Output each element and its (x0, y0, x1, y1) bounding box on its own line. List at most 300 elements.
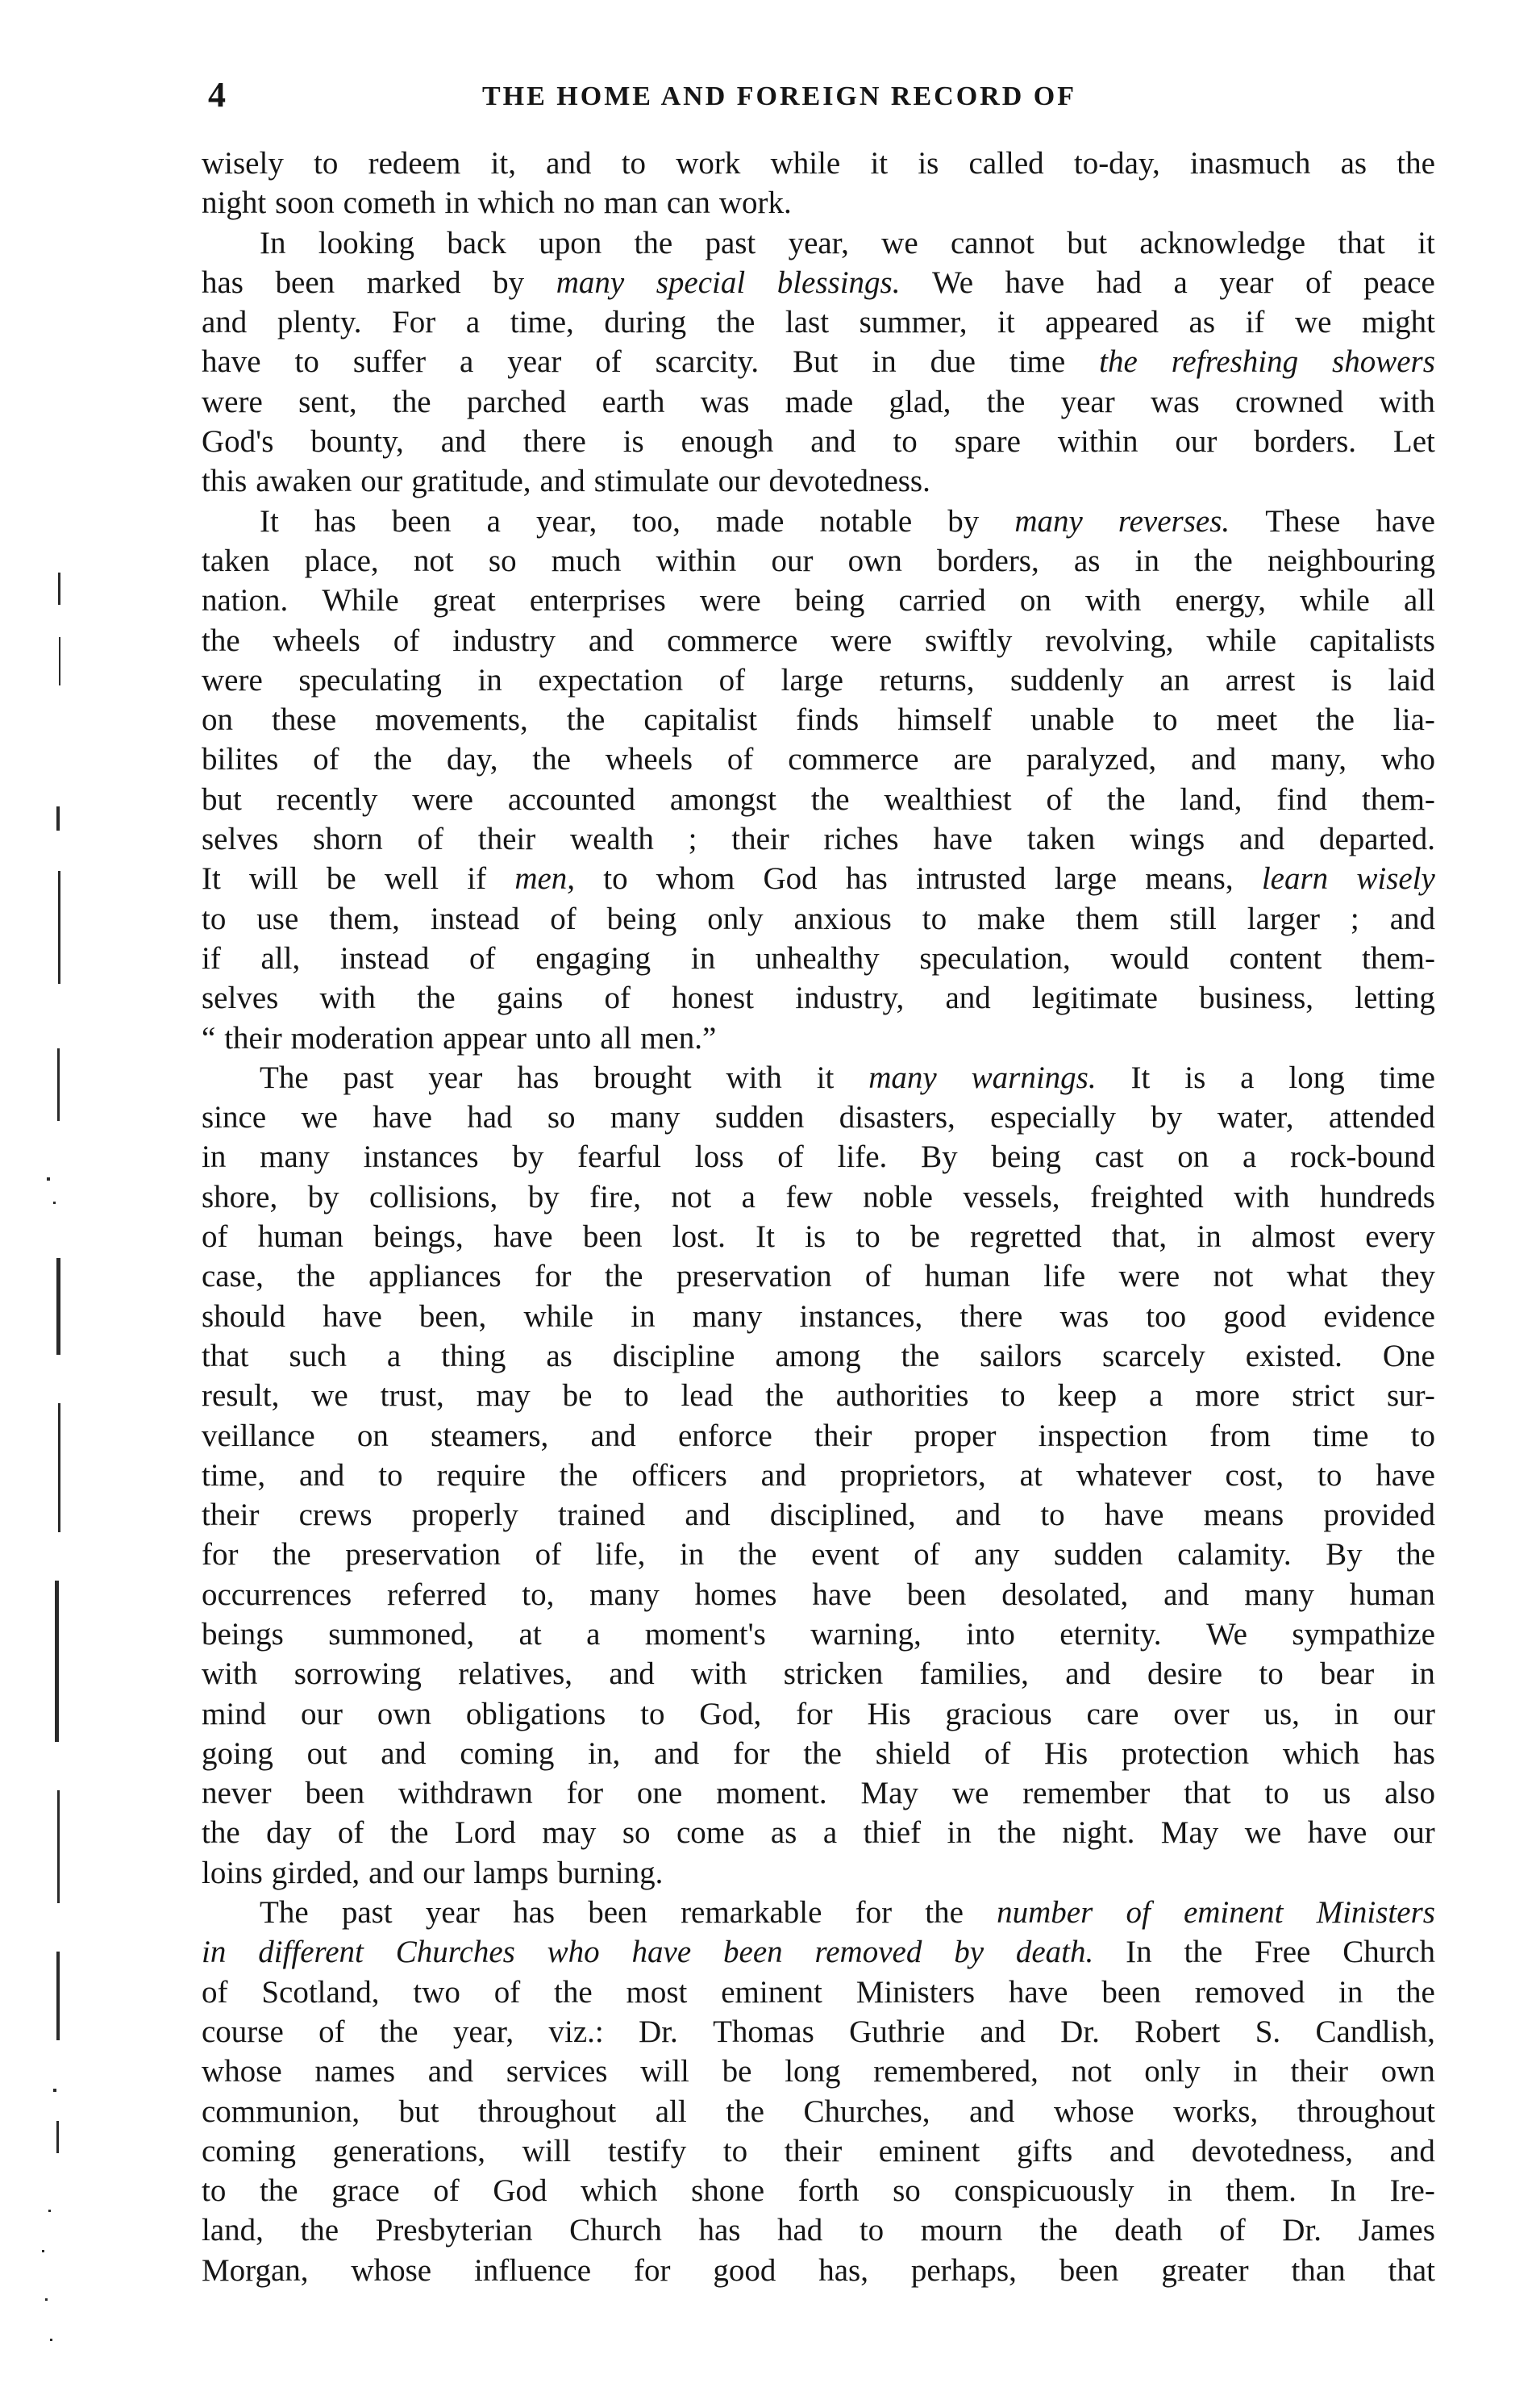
word: Churches, (803, 2093, 930, 2129)
word: great (432, 583, 496, 619)
word: for (202, 1537, 239, 1573)
word: in (947, 1815, 972, 1851)
text-line (202, 1019, 1435, 1058)
word: one (636, 1776, 683, 1811)
word: with (1234, 1179, 1290, 1214)
word: human (1349, 1577, 1435, 1612)
word: in (1410, 1656, 1435, 1692)
word: for (855, 1895, 893, 1931)
word: beings, (373, 1219, 464, 1255)
word: cometh (343, 185, 436, 221)
word: fire, (589, 1179, 641, 1214)
word: may (542, 1815, 597, 1851)
word: only (707, 901, 764, 936)
word: the (1316, 702, 1355, 738)
word: find (1276, 781, 1328, 817)
italic-word: been (723, 1935, 783, 1970)
text-line (202, 1137, 1435, 1177)
word: of (914, 1537, 940, 1573)
word: our (1392, 1815, 1435, 1851)
word: whose (351, 2252, 432, 2288)
word: of (1305, 265, 1332, 300)
italic-word: different (258, 1935, 364, 1970)
word: neighbouring (1267, 543, 1435, 578)
word: so (547, 1100, 576, 1135)
text-line (202, 859, 1435, 898)
text-line (202, 461, 1435, 501)
word: These (1265, 503, 1341, 539)
word: us, (1263, 1696, 1300, 1731)
word: nation. (202, 583, 289, 619)
word: marked (366, 265, 461, 300)
word: selves (202, 981, 279, 1016)
word: any (974, 1537, 1020, 1573)
italic-word: wisely (1356, 861, 1435, 897)
text-line (202, 1416, 1435, 1456)
word: properly (411, 1498, 518, 1533)
word: were (412, 781, 473, 817)
word: bounty, (310, 424, 404, 460)
word: wings (1129, 822, 1205, 857)
word: and (810, 424, 856, 460)
text-line (202, 2210, 1435, 2250)
word: especially (990, 1100, 1117, 1135)
word: time (1313, 1418, 1369, 1453)
word: and (1163, 1577, 1209, 1612)
word: bilites (202, 742, 279, 777)
word: whose (202, 2054, 282, 2089)
word: the (379, 2014, 418, 2049)
word: own (1380, 2054, 1435, 2089)
word: so (893, 2173, 921, 2209)
word: almost (1251, 1219, 1335, 1255)
word: while (1206, 623, 1277, 658)
word: by (307, 1179, 339, 1214)
paragraph (202, 502, 1435, 1058)
word: scarcely (1101, 1338, 1205, 1373)
word: shore, (202, 1179, 278, 1214)
text-line (202, 1256, 1435, 1296)
word: much (551, 543, 622, 578)
running-title: THE HOME AND FOREIGN RECORD OF (482, 81, 1076, 111)
word: appeared (1045, 305, 1159, 340)
word: whose (1053, 2093, 1134, 2129)
word: gains (496, 981, 564, 1016)
word: crews (298, 1498, 373, 1533)
italic-word: blessings. (776, 265, 901, 300)
word: energy, (1175, 583, 1267, 619)
word: The (260, 1895, 309, 1931)
word: them- (1361, 781, 1435, 817)
italic-word: death. (1015, 1935, 1094, 1970)
word: in (1233, 2054, 1258, 2089)
word: have (202, 344, 261, 380)
word: speculating (298, 662, 442, 698)
word: For (392, 305, 436, 340)
word: we (1244, 1815, 1282, 1851)
word: gracious (945, 1696, 1052, 1731)
word: to (922, 901, 947, 936)
word: borders. (1254, 424, 1356, 460)
word: may (476, 1378, 531, 1414)
word: the (566, 702, 606, 738)
word: Morgan, (202, 2252, 309, 2288)
word: result, (202, 1378, 280, 1414)
word: May (860, 1776, 918, 1811)
word: in (444, 185, 469, 221)
word: While (322, 583, 399, 619)
word: It (260, 503, 279, 539)
word: day, (446, 742, 498, 777)
word: in (679, 1537, 705, 1573)
word: but (398, 2093, 439, 2129)
word: human (257, 1219, 343, 1255)
word: were (202, 384, 263, 419)
word: departed. (1318, 822, 1435, 857)
word: cost, (1225, 1457, 1284, 1493)
word: only (1144, 2054, 1201, 2089)
word: is (622, 424, 644, 460)
word: and (1065, 1656, 1111, 1692)
word: and (427, 2054, 474, 2089)
word: bear (1320, 1656, 1375, 1692)
word: plenty. (277, 305, 362, 340)
word: own (377, 1696, 432, 1731)
word: and (590, 1418, 636, 1453)
italic-word: Ministers (1316, 1895, 1435, 1931)
text-line (202, 1893, 1435, 1932)
word: himself (897, 702, 993, 738)
word: movements, (375, 702, 528, 738)
word: our (301, 1696, 343, 1731)
word: finds (796, 702, 860, 738)
word: with (1084, 583, 1142, 619)
word: commerce (667, 623, 798, 658)
word: selves (202, 822, 279, 857)
word: eminent (878, 2133, 980, 2168)
word: recently (276, 781, 378, 817)
word: have (1376, 1457, 1435, 1493)
word: and (653, 1735, 700, 1771)
word: of (984, 1735, 1011, 1771)
word: on (356, 1418, 389, 1453)
word: scarcity. (655, 344, 760, 380)
word: In (260, 225, 286, 260)
word: the (273, 1537, 311, 1573)
word: time (1009, 344, 1066, 380)
word: who (1380, 742, 1435, 777)
text-line (202, 978, 1435, 1018)
text-line (202, 1853, 1435, 1893)
word: a (465, 305, 481, 340)
word: for (633, 2252, 671, 2288)
word: testify (607, 2133, 687, 2168)
word: carried (898, 583, 986, 619)
word: the (559, 1457, 598, 1493)
word: on (202, 702, 233, 738)
paragraph (202, 223, 1435, 502)
word: crowned (1234, 384, 1344, 419)
word: has (314, 503, 356, 539)
word: year (1219, 265, 1274, 300)
word: of (604, 981, 631, 1016)
word: were (1118, 1259, 1180, 1294)
word: Scotland, (261, 1974, 380, 2010)
word: of (337, 1815, 364, 1851)
word: was (1059, 1298, 1109, 1334)
word: them. (1226, 2173, 1297, 2209)
word: the (202, 1815, 240, 1851)
word: long (1288, 1060, 1345, 1095)
word: them- (1362, 940, 1435, 976)
word: to (1153, 702, 1178, 738)
word: lia- (1392, 702, 1435, 738)
word: One (1382, 1338, 1435, 1373)
word: were (699, 583, 761, 619)
text-line (202, 1456, 1435, 1495)
word: Ire- (1389, 2173, 1435, 2209)
word: to (1259, 1656, 1284, 1692)
word: the (297, 1259, 335, 1294)
word: referred (387, 1577, 487, 1612)
word: of (417, 822, 443, 857)
word: Ministers (855, 1974, 976, 2010)
word: to (1264, 1776, 1289, 1811)
word: of (535, 1537, 562, 1573)
word: It (202, 861, 221, 897)
text-line (202, 302, 1435, 342)
word: a (459, 344, 474, 380)
italic-word: learn (1261, 861, 1329, 897)
word: with (319, 981, 376, 1016)
word: they (1380, 1259, 1435, 1294)
text-line (202, 1217, 1435, 1256)
word: be (910, 1219, 940, 1255)
word: sorrowing (293, 1656, 422, 1692)
word: them (1076, 901, 1139, 936)
word: sympathize (1292, 1616, 1435, 1652)
word: suffer (352, 344, 427, 380)
word: withdrawn (398, 1776, 533, 1811)
word: land, (202, 2213, 264, 2248)
word: life (1043, 1259, 1086, 1294)
text-line (202, 1694, 1435, 1734)
text-line (202, 2131, 1435, 2171)
word: their (731, 822, 789, 857)
word: fearful (577, 1139, 662, 1175)
word: to (859, 2213, 885, 2248)
word: that (1184, 1776, 1231, 1811)
word: our (423, 1855, 465, 1890)
word: there (522, 424, 586, 460)
word: freighted (1089, 1179, 1204, 1214)
word: we (1294, 305, 1332, 340)
word: His (867, 1696, 911, 1731)
word: Dr. (1282, 2213, 1322, 2248)
word: lost. (672, 1219, 726, 1255)
word: disciplined, (769, 1498, 916, 1533)
word: the (803, 1735, 842, 1771)
word: occurrences (202, 1577, 352, 1612)
word: returns, (879, 662, 975, 698)
word: wealth (569, 822, 654, 857)
text-line (202, 1376, 1435, 1415)
word: cast (1094, 1139, 1144, 1175)
word: in (477, 662, 502, 698)
word: the (259, 2173, 298, 2209)
word: a (1173, 265, 1188, 300)
word: not (413, 543, 454, 578)
italic-word: reverses. (1118, 503, 1230, 539)
word: the (389, 1815, 429, 1851)
text-line (202, 1654, 1435, 1694)
word: is (918, 146, 939, 181)
paragraph (202, 144, 1435, 223)
word: legitimate (1031, 981, 1158, 1016)
word: past (343, 1060, 394, 1095)
word: attended (1328, 1100, 1435, 1135)
word: and (298, 1457, 345, 1493)
word: night. (1062, 1815, 1135, 1851)
word: never (202, 1776, 272, 1811)
word: services (506, 2054, 608, 2089)
word: a (741, 1179, 756, 1214)
word: of (718, 662, 746, 698)
word: authorities (835, 1378, 969, 1414)
word: all, (260, 940, 301, 976)
word: forth (797, 2173, 860, 2209)
page-number: 4 (208, 75, 226, 115)
word: honest (672, 981, 754, 1016)
text-line (202, 939, 1435, 978)
word: well (384, 861, 439, 897)
word: instead (339, 940, 430, 976)
word: their (202, 1498, 260, 1533)
word: of (313, 742, 339, 777)
word: capitalists (1309, 623, 1435, 658)
word: sur- (1387, 1378, 1435, 1414)
word: there (959, 1298, 1023, 1334)
word: year (507, 344, 562, 380)
word: S. (1255, 2014, 1281, 2049)
word: but (1067, 225, 1108, 260)
word: remembered, (873, 2054, 1039, 2089)
word: to (294, 344, 319, 380)
word: to (202, 901, 227, 936)
word: industry (452, 623, 556, 658)
italic-word: men, (514, 861, 576, 897)
word: of (550, 901, 577, 936)
word: proper (914, 1418, 997, 1453)
word: their (224, 1020, 282, 1056)
word: anxious (793, 901, 892, 936)
word: which (1282, 1735, 1360, 1771)
word: remarkable (681, 1895, 822, 1931)
word: year, (535, 503, 597, 539)
word: swiftly (925, 623, 1013, 658)
word: to (378, 1457, 403, 1493)
text-line (202, 1734, 1435, 1773)
word: come (676, 1815, 745, 1851)
word: steamers, (431, 1418, 549, 1453)
word: sailors (980, 1338, 1062, 1373)
word: past (705, 225, 756, 260)
text-line (202, 1336, 1435, 1376)
word: been (305, 1776, 365, 1811)
word: girded, (271, 1855, 360, 1890)
word: called (968, 146, 1044, 181)
word: Let (1392, 424, 1435, 460)
word: by (512, 1139, 544, 1175)
word: the (1397, 1537, 1435, 1573)
word: it, (490, 146, 516, 181)
word: appear (443, 1020, 527, 1056)
word: make (977, 901, 1046, 936)
word: strict (1292, 1378, 1355, 1414)
word: these (272, 702, 337, 738)
word: of (433, 2173, 460, 2209)
word: in (1197, 1219, 1222, 1255)
word: as (1073, 543, 1101, 578)
word: generations, (332, 2133, 486, 2168)
word: provided (1323, 1498, 1435, 1533)
word: God (493, 2173, 547, 2209)
word: collisions, (369, 1179, 498, 1214)
word: but (202, 781, 242, 817)
word: last (785, 305, 830, 340)
word: two (413, 1974, 460, 2010)
word: preservation (676, 1259, 832, 1294)
word: means (1203, 1498, 1284, 1533)
word: been, (418, 1298, 487, 1334)
word: our (360, 464, 403, 499)
word: summoned, (328, 1616, 475, 1652)
word: It (1130, 1060, 1151, 1095)
text-line (202, 1535, 1435, 1574)
word: if (202, 940, 221, 976)
word: trust, (380, 1378, 444, 1414)
word: taken (1026, 822, 1096, 857)
word: us (1322, 1776, 1351, 1811)
word: engaging (535, 940, 651, 976)
word: to (855, 1219, 880, 1255)
word: too (1146, 1298, 1187, 1334)
word: eminent (721, 1974, 822, 2010)
word: by (1151, 1100, 1183, 1135)
text-line (202, 819, 1435, 859)
word: to (640, 1696, 665, 1731)
word: out (306, 1735, 348, 1771)
word: many (1244, 1577, 1314, 1612)
word: of (318, 2014, 345, 2049)
text-line (202, 621, 1435, 660)
italic-word: number (997, 1895, 1093, 1931)
word: night (202, 185, 267, 221)
word: coming (460, 1735, 555, 1771)
word: year (425, 1895, 480, 1931)
word: long (785, 2054, 841, 2089)
text-line (202, 1575, 1435, 1614)
word: is (1330, 662, 1352, 698)
word: It (756, 1219, 775, 1255)
word: peace (1363, 265, 1435, 300)
word: grace (331, 2173, 400, 2209)
word: a (586, 1616, 601, 1652)
word: By (921, 1139, 958, 1175)
word: we (951, 1776, 989, 1811)
word: in (631, 1298, 656, 1334)
word: content (1229, 940, 1322, 976)
